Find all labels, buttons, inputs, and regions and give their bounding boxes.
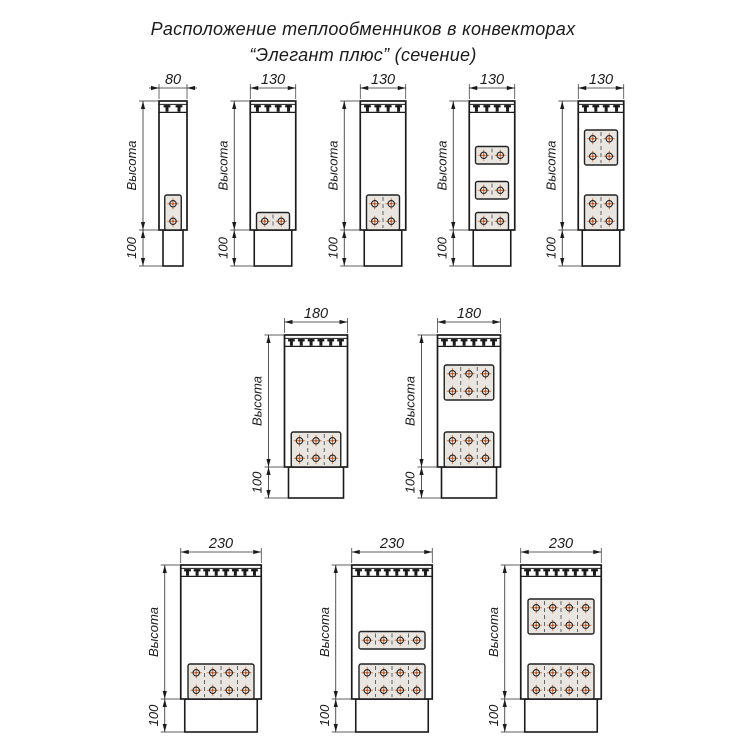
convector-diagram-5 [543,72,624,266]
tube-center-dot [483,189,485,191]
tube-center-dot [552,672,554,674]
dimension-arrow [521,550,529,554]
grille-tooth-stem [287,105,290,112]
tube-center-dot [195,672,197,674]
tube-center-dot [485,390,487,392]
dimension-arrow [266,335,270,343]
tube-center-dot [366,689,368,691]
tube-center-dot [366,672,368,674]
grille-tooth-stem [300,339,303,346]
tube-center-dot [608,155,610,157]
grille-tooth-stem [387,105,390,112]
base-dimension [146,699,185,732]
tube-center-dot [452,390,454,392]
heat-exchanger-block [585,195,618,230]
base-dimension [215,230,254,266]
heat-exchanger-block [257,213,290,231]
dimension-arrow [334,691,338,699]
grille-tooth-stem [234,569,237,576]
convector-diagram-9 [317,536,433,732]
dimension-arrow [438,320,446,324]
tube-center-dot [452,373,454,375]
grille-tooth-stem [319,339,322,346]
heat-exchanger-block [359,664,425,699]
tube-center-dot [608,203,610,205]
dimension-arrow [342,101,346,109]
tube-center-dot [468,390,470,392]
title-line-2: “Элегант плюс” (сечение) [249,45,477,66]
dimension-arrow [163,565,167,573]
grille-tooth-stem [376,105,379,112]
grille-tooth-stem [555,569,558,576]
grille-tooth-stem [224,569,227,576]
width-dimension-label: 80 [164,72,182,88]
height-dimension [486,565,525,699]
height-dimension-label: Высота [124,140,139,191]
dimension-arrow [616,86,624,90]
grille-tooth-stem [496,105,499,112]
heat-exchanger-block [476,182,509,200]
base-dimension [434,230,473,266]
height-dimension [434,101,473,230]
tube-center-dot [299,457,301,459]
width-dimension-label: 130 [260,72,286,88]
grille-tooth-stem [205,569,208,576]
dimension-arrow [560,230,564,238]
heat-exchanger-block [444,365,494,400]
heat-exchanger-block [476,213,509,231]
dimension-arrow [141,230,145,238]
tube-center-dot [212,672,214,674]
dimension-arrow [352,550,360,554]
tube-center-dot [568,689,570,691]
tube-center-dot [468,373,470,375]
grille-tooth-stem [310,339,313,346]
width-dimension [360,72,406,99]
grille-tooth-stem [386,569,389,576]
convector-diagram-1 [124,72,197,266]
height-dimension [146,565,185,699]
dimension-arrow [419,459,423,467]
grille-tooth-stem [564,569,567,576]
base-dimension [543,230,582,266]
base-dimension-label: 100 [145,704,161,727]
dimension-arrow [493,320,501,324]
grille-tooth-stem [485,105,488,112]
width-dimension-label: 130 [479,72,505,88]
width-dimension [181,536,262,563]
grille-tooth-stem [196,569,199,576]
dimension-arrow [181,550,189,554]
dimension-arrow [141,258,145,266]
tube-center-dot [172,203,174,205]
tube-center-dot [468,440,470,442]
dimension-arrow [250,86,258,90]
height-dimension [124,101,163,230]
grille-tooth-stem [594,105,597,112]
grille-tooth-stem [329,339,332,346]
width-dimension [285,306,348,333]
dimension-arrow [560,101,564,109]
grille-tooth-stem [472,339,475,346]
grille-tooth-stem [526,569,529,576]
height-dimension-label: Высота [215,140,231,191]
convector-diagram-4 [434,72,515,266]
dimension-arrow [419,335,423,343]
dimension-arrow [187,86,195,90]
tube-center-dot [468,457,470,459]
grille-tooth-stem [453,339,456,346]
tube-center-dot [374,203,376,205]
convector-diagram-6 [250,306,348,498]
dimension-arrow [141,101,145,109]
grille-tooth-stem [584,105,587,112]
dimension-arrow [232,258,236,266]
grille-tooth-stem [414,569,417,576]
grille-tooth-stem [593,569,596,576]
grille-tooth-stem [277,105,280,112]
tube-center-dot [535,624,537,626]
dimension-arrow [232,230,236,238]
grille-tooth-stem [463,339,466,346]
tube-center-dot [608,138,610,140]
base-dimension [250,467,289,498]
tube-center-dot [592,138,594,140]
grille-tooth-stem [545,569,548,576]
height-dimension-label: Высота [316,607,332,657]
width-dimension-label: 230 [548,536,574,552]
grille-tooth-stem [605,105,608,112]
tube-center-dot [264,220,266,222]
grille-tooth-stem [492,339,495,346]
tube-center-dot [485,373,487,375]
width-dimension-label: 180 [456,306,482,322]
grille-tooth-stem [266,105,269,112]
dimension-arrow [507,86,515,90]
tube-center-dot [280,220,282,222]
tube-center-dot [485,457,487,459]
heat-exchanger-block [165,195,182,230]
title-line-1: Расположение теплообменников в конвекторах [150,19,576,39]
tube-center-dot [332,457,334,459]
base-outline [442,467,497,498]
grille-tooth-stem [475,105,478,112]
grille-tooth-stem [405,569,408,576]
tube-center-dot [452,457,454,459]
tube-center-dot [585,607,587,609]
tube-center-dot [552,607,554,609]
height-dimension [215,101,254,230]
tube-center-dot [535,689,537,691]
grille-tooth-stem [506,105,509,112]
dimension-arrow [578,86,586,90]
base-dimension [124,230,163,266]
tube-center-dot [195,689,197,691]
base-outline [254,230,292,266]
tube-center-dot [452,440,454,442]
heat-exchanger-block [359,632,425,650]
tube-center-dot [383,639,385,641]
tube-center-dot [228,689,230,691]
tube-center-dot [592,220,594,222]
width-dimension [250,72,296,99]
tube-center-dot [535,607,537,609]
height-dimension-label: Высота [402,376,418,426]
grille-tooth-stem [178,105,181,112]
dimension-arrow [469,86,477,90]
base-outline [356,699,429,732]
tube-center-dot [383,689,385,691]
dimension-arrow [451,222,455,230]
tube-center-dot [399,689,401,691]
base-dimension-label: 100 [124,237,139,259]
dimension-arrow [285,320,293,324]
dimension-arrow [451,258,455,266]
height-dimension-label: Высота [249,376,265,426]
convector-diagram-2 [215,72,296,266]
dimension-arrow [151,86,159,90]
base-dimension-label: 100 [434,237,450,259]
grille-tooth-stem [536,569,539,576]
tube-center-dot [374,220,376,222]
base-outline [364,230,402,266]
height-dimension [543,101,582,230]
width-dimension-label: 130 [588,72,614,88]
dimension-arrow [451,230,455,238]
tube-center-dot [535,672,537,674]
heat-exchanger-block [367,195,400,230]
tube-center-dot [485,440,487,442]
base-dimension-label: 100 [402,471,418,494]
dimension-arrow [503,699,507,707]
tube-center-dot [483,220,485,222]
convector-diagram-8 [146,536,262,732]
tube-center-dot [608,220,610,222]
heat-exchanger-block [476,147,509,165]
height-dimension-label: Высота [543,140,559,191]
dimension-arrow [334,699,338,707]
grille-tooth-stem [186,569,189,576]
base-dimension [403,467,442,498]
tube-center-dot [399,672,401,674]
heat-exchanger-block [528,599,594,634]
tube-center-dot [568,607,570,609]
height-dimension [325,101,364,230]
dimension-arrow [503,691,507,699]
tube-center-dot [299,440,301,442]
base-dimension-label: 100 [249,471,265,494]
height-dimension [250,335,289,467]
width-dimension-label: 130 [370,72,396,88]
tube-center-dot [552,689,554,691]
grille-tooth-stem [615,105,618,112]
tube-center-dot [499,220,501,222]
dimension-arrow [266,459,270,467]
grille-tooth-stem [397,105,400,112]
dimension-arrow [266,490,270,498]
tube-center-dot [568,624,570,626]
grille-tooth-stem [290,339,293,346]
height-dimension-label: Высота [434,140,450,191]
tube-center-dot [332,440,334,442]
dimension-arrow [232,101,236,109]
height-dimension [403,335,442,467]
tube-center-dot [390,220,392,222]
base-outline [185,699,258,732]
tube-center-dot [416,639,418,641]
width-dimension [352,536,433,563]
grille-tooth-stem [395,569,398,576]
tube-center-dot [366,639,368,641]
tube-center-dot [483,154,485,156]
convector-diagram-7 [403,306,501,498]
tube-center-dot [585,689,587,691]
tube-center-dot [245,689,247,691]
base-dimension [317,699,356,732]
convector-diagram-3 [325,72,406,266]
heat-exchanger-block [585,130,618,165]
dimension-arrow [424,550,432,554]
base-dimension-label: 100 [215,237,231,259]
height-dimension [317,565,356,699]
dimension-arrow [141,222,145,230]
base-dimension [486,699,525,732]
base-outline [473,230,511,266]
dimension-arrow [163,691,167,699]
tube-center-dot [383,672,385,674]
dimension-arrow [560,222,564,230]
convector-diagram-10 [486,536,602,732]
base-outline [289,467,344,498]
grille-tooth-stem [256,105,259,112]
grille-tooth-stem [166,105,169,112]
grille-tooth-stem [376,569,379,576]
base-dimension-label: 100 [316,704,332,727]
tube-center-dot [552,624,554,626]
tube-center-dot [315,457,317,459]
dimension-arrow [266,467,270,475]
base-dimension [325,230,364,266]
grille-tooth-stem [367,569,370,576]
width-dimension [438,306,501,333]
dimension-arrow [503,565,507,573]
dimension-arrow [503,724,507,732]
dimension-arrow [342,230,346,238]
dimension-arrow [232,222,236,230]
dimension-arrow [163,724,167,732]
width-dimension-label: 180 [303,306,329,322]
tube-center-dot [416,672,418,674]
dimension-arrow [334,724,338,732]
tube-center-dot [228,672,230,674]
dimension-arrow [163,699,167,707]
grille-tooth-stem [482,339,485,346]
heat-exchanger-block [291,432,341,467]
width-dimension-label: 230 [379,536,405,552]
dimension-arrow [360,86,368,90]
heat-exchanger-block [528,664,594,699]
dimension-arrow [253,550,261,554]
tube-center-dot [499,189,501,191]
grille-tooth-stem [339,339,342,346]
base-outline [525,699,598,732]
dimension-arrow [342,258,346,266]
grille-tooth-stem [583,569,586,576]
height-dimension-label: Высота [485,607,501,657]
width-dimension [578,72,624,99]
tube-center-dot [416,689,418,691]
dimension-arrow [451,101,455,109]
grille-tooth-stem [243,569,246,576]
tube-center-dot [499,154,501,156]
base-outline [163,230,183,266]
body-outline [250,101,296,230]
tube-center-dot [315,440,317,442]
height-dimension-label: Высота [145,607,161,657]
height-dimension-label: Высота [325,140,341,191]
dimension-arrow [288,86,296,90]
tube-center-dot [390,203,392,205]
base-outline [582,230,620,266]
base-dimension-label: 100 [325,237,341,259]
tube-center-dot [172,220,174,222]
heat-exchanger-block [444,432,494,467]
width-dimension [521,536,602,563]
width-dimension [469,72,515,99]
dimension-arrow [340,320,348,324]
grille-tooth-stem [366,105,369,112]
grille-tooth-stem [253,569,256,576]
dimension-arrow [334,565,338,573]
width-dimension [149,72,197,99]
tube-center-dot [592,155,594,157]
grille-tooth-stem [443,339,446,346]
base-dimension-label: 100 [485,704,501,727]
grille-tooth-stem [357,569,360,576]
tube-center-dot [399,639,401,641]
base-dimension-label: 100 [543,237,559,259]
tube-center-dot [245,672,247,674]
dimension-arrow [398,86,406,90]
dimension-arrow [560,258,564,266]
tube-center-dot [568,672,570,674]
dimension-arrow [342,222,346,230]
grille-tooth-stem [215,569,218,576]
dimension-arrow [419,490,423,498]
dimension-arrow [593,550,601,554]
dimension-arrow [419,467,423,475]
tube-center-dot [592,203,594,205]
tube-center-dot [212,689,214,691]
heat-exchanger-block [188,664,254,699]
width-dimension-label: 230 [208,536,234,552]
tube-center-dot [585,672,587,674]
tube-center-dot [585,624,587,626]
grille-tooth-stem [574,569,577,576]
body-outline [469,101,515,230]
grille-tooth-stem [424,569,427,576]
